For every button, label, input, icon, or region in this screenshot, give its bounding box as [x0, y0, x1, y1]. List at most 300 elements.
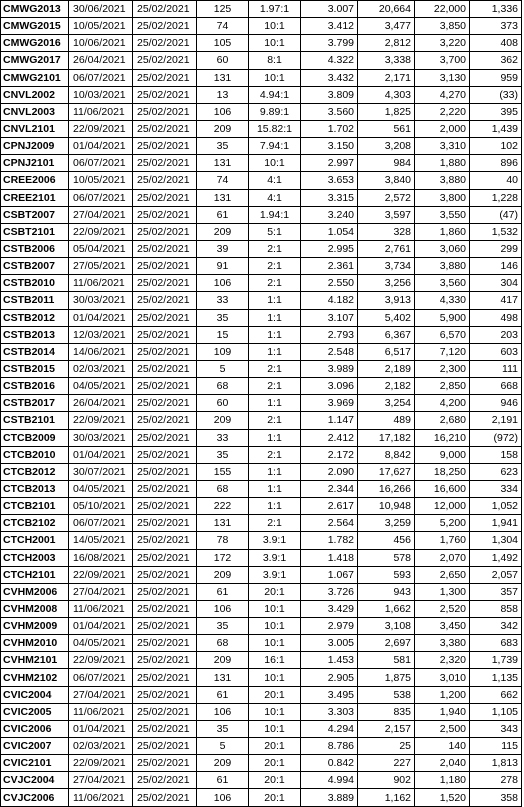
warrant-code-cell: CSBT2101	[1, 223, 69, 240]
difference-cell: 395	[470, 103, 522, 120]
days-remaining-cell: 222	[197, 498, 249, 515]
warrant-code-cell: CVHM2008	[1, 600, 69, 617]
maturity-date-cell: 06/07/2021	[69, 69, 133, 86]
days-remaining-cell: 60	[197, 395, 249, 412]
warrant-code-cell: CSTB2010	[1, 275, 69, 292]
price-date-cell: 25/02/2021	[133, 480, 197, 497]
maturity-date-cell: 16/08/2021	[69, 549, 133, 566]
warrant-code-cell: CPNJ2009	[1, 138, 69, 155]
price-date-cell: 25/02/2021	[133, 566, 197, 583]
days-remaining-cell: 109	[197, 343, 249, 360]
ratio-value-cell: 2.548	[301, 343, 358, 360]
price-date-cell: 25/02/2021	[133, 86, 197, 103]
value-b-cell: 3,310	[415, 138, 470, 155]
ratio-value-cell: 0.842	[301, 755, 358, 772]
days-remaining-cell: 106	[197, 103, 249, 120]
days-remaining-cell: 61	[197, 772, 249, 789]
table-row	[1, 515, 522, 532]
table-body	[1, 1, 522, 807]
value-a-cell: 3,840	[358, 172, 415, 189]
warrant-code-cell: CTCB2012	[1, 463, 69, 480]
ratio-value-cell: 2.617	[301, 498, 358, 515]
price-date-cell: 25/02/2021	[133, 309, 197, 326]
conversion-ratio-cell: 3.9:1	[249, 532, 301, 549]
conversion-ratio-cell: 2:1	[249, 275, 301, 292]
ratio-value-cell: 1.147	[301, 412, 358, 429]
price-date-cell: 25/02/2021	[133, 138, 197, 155]
ratio-value-cell: 1.418	[301, 549, 358, 566]
value-a-cell: 2,697	[358, 635, 415, 652]
conversion-ratio-cell: 15.82:1	[249, 120, 301, 137]
table-row	[1, 446, 522, 463]
ratio-value-cell: 2.905	[301, 669, 358, 686]
value-b-cell: 3,880	[415, 172, 470, 189]
days-remaining-cell: 125	[197, 1, 249, 18]
price-date-cell: 25/02/2021	[133, 103, 197, 120]
days-remaining-cell: 131	[197, 69, 249, 86]
value-a-cell: 6,367	[358, 326, 415, 343]
price-date-cell: 25/02/2021	[133, 412, 197, 429]
ratio-value-cell: 3.653	[301, 172, 358, 189]
maturity-date-cell: 22/09/2021	[69, 755, 133, 772]
table-row	[1, 480, 522, 497]
value-b-cell: 3,560	[415, 275, 470, 292]
value-b-cell: 4,200	[415, 395, 470, 412]
ratio-value-cell: 3.150	[301, 138, 358, 155]
price-date-cell: 25/02/2021	[133, 583, 197, 600]
warrant-code-cell: CMWG2101	[1, 69, 69, 86]
maturity-date-cell: 26/04/2021	[69, 52, 133, 69]
difference-cell: 2,057	[470, 566, 522, 583]
maturity-date-cell: 01/04/2021	[69, 309, 133, 326]
conversion-ratio-cell: 4:1	[249, 189, 301, 206]
price-date-cell: 25/02/2021	[133, 755, 197, 772]
difference-cell: 115	[470, 738, 522, 755]
value-a-cell: 20,664	[358, 1, 415, 18]
ratio-value-cell: 3.989	[301, 360, 358, 377]
value-b-cell: 3,700	[415, 52, 470, 69]
ratio-value-cell: 3.303	[301, 703, 358, 720]
warrant-code-cell: CVHM2006	[1, 583, 69, 600]
conversion-ratio-cell: 1.94:1	[249, 206, 301, 223]
days-remaining-cell: 35	[197, 138, 249, 155]
conversion-ratio-cell: 2:1	[249, 515, 301, 532]
warrant-code-cell: CTCB2010	[1, 446, 69, 463]
difference-cell: 1,228	[470, 189, 522, 206]
value-a-cell: 984	[358, 155, 415, 172]
conversion-ratio-cell: 1:1	[249, 326, 301, 343]
value-b-cell: 2,520	[415, 600, 470, 617]
price-date-cell: 25/02/2021	[133, 189, 197, 206]
price-date-cell: 25/02/2021	[133, 52, 197, 69]
table-row	[1, 412, 522, 429]
difference-cell: 603	[470, 343, 522, 360]
table-row	[1, 360, 522, 377]
value-a-cell: 4,303	[358, 86, 415, 103]
difference-cell: 1,941	[470, 515, 522, 532]
days-remaining-cell: 209	[197, 223, 249, 240]
ratio-value-cell: 4.182	[301, 292, 358, 309]
difference-cell: 342	[470, 618, 522, 635]
warrant-code-cell: CNVL2101	[1, 120, 69, 137]
difference-cell: 102	[470, 138, 522, 155]
days-remaining-cell: 61	[197, 583, 249, 600]
table-row	[1, 18, 522, 35]
days-remaining-cell: 209	[197, 566, 249, 583]
days-remaining-cell: 209	[197, 412, 249, 429]
price-date-cell: 25/02/2021	[133, 378, 197, 395]
value-b-cell: 9,000	[415, 446, 470, 463]
warrant-code-cell: CTCH2101	[1, 566, 69, 583]
ratio-value-cell: 2.793	[301, 326, 358, 343]
value-b-cell: 1,300	[415, 583, 470, 600]
value-a-cell: 489	[358, 412, 415, 429]
warrant-code-cell: CVHM2101	[1, 652, 69, 669]
ratio-value-cell: 2.344	[301, 480, 358, 497]
price-date-cell: 25/02/2021	[133, 429, 197, 446]
difference-cell: 959	[470, 69, 522, 86]
value-a-cell: 3,734	[358, 258, 415, 275]
maturity-date-cell: 22/09/2021	[69, 120, 133, 137]
difference-cell: (47)	[470, 206, 522, 223]
ratio-value-cell: 2.997	[301, 155, 358, 172]
ratio-value-cell: 3.809	[301, 86, 358, 103]
value-b-cell: 140	[415, 738, 470, 755]
warrant-code-cell: CREE2101	[1, 189, 69, 206]
maturity-date-cell: 02/03/2021	[69, 738, 133, 755]
value-a-cell: 1,162	[358, 789, 415, 806]
warrant-code-cell: CTCH2001	[1, 532, 69, 549]
value-b-cell: 3,220	[415, 35, 470, 52]
table-row	[1, 583, 522, 600]
maturity-date-cell: 10/05/2021	[69, 172, 133, 189]
conversion-ratio-cell: 2:1	[249, 360, 301, 377]
conversion-ratio-cell: 10:1	[249, 720, 301, 737]
value-b-cell: 1,940	[415, 703, 470, 720]
warrant-code-cell: CREE2006	[1, 172, 69, 189]
days-remaining-cell: 5	[197, 360, 249, 377]
price-date-cell: 25/02/2021	[133, 172, 197, 189]
conversion-ratio-cell: 20:1	[249, 686, 301, 703]
price-date-cell: 25/02/2021	[133, 258, 197, 275]
warrant-code-cell: CSTB2011	[1, 292, 69, 309]
value-b-cell: 2,300	[415, 360, 470, 377]
maturity-date-cell: 12/03/2021	[69, 326, 133, 343]
difference-cell: 1,439	[470, 120, 522, 137]
price-date-cell: 25/02/2021	[133, 69, 197, 86]
price-date-cell: 25/02/2021	[133, 789, 197, 806]
maturity-date-cell: 05/10/2021	[69, 498, 133, 515]
table-row	[1, 378, 522, 395]
ratio-value-cell: 4.994	[301, 772, 358, 789]
maturity-date-cell: 14/05/2021	[69, 532, 133, 549]
table-row	[1, 223, 522, 240]
table-row	[1, 206, 522, 223]
price-date-cell: 25/02/2021	[133, 635, 197, 652]
warrant-code-cell: CVHM2009	[1, 618, 69, 635]
maturity-date-cell: 02/03/2021	[69, 360, 133, 377]
warrant-code-cell: CNVL2003	[1, 103, 69, 120]
warrant-code-cell: CVIC2007	[1, 738, 69, 755]
table-row	[1, 772, 522, 789]
ratio-value-cell: 2.550	[301, 275, 358, 292]
difference-cell: 111	[470, 360, 522, 377]
value-a-cell: 538	[358, 686, 415, 703]
price-date-cell: 25/02/2021	[133, 515, 197, 532]
table-row	[1, 343, 522, 360]
maturity-date-cell: 11/06/2021	[69, 600, 133, 617]
value-b-cell: 3,850	[415, 18, 470, 35]
price-date-cell: 25/02/2021	[133, 498, 197, 515]
value-b-cell: 3,380	[415, 635, 470, 652]
ratio-value-cell: 3.005	[301, 635, 358, 652]
ratio-value-cell: 2.995	[301, 240, 358, 257]
warrant-code-cell: CVIC2005	[1, 703, 69, 720]
value-a-cell: 943	[358, 583, 415, 600]
days-remaining-cell: 155	[197, 463, 249, 480]
difference-cell: 362	[470, 52, 522, 69]
maturity-date-cell: 01/04/2021	[69, 618, 133, 635]
ratio-value-cell: 2.090	[301, 463, 358, 480]
days-remaining-cell: 106	[197, 275, 249, 292]
ratio-value-cell: 3.429	[301, 600, 358, 617]
days-remaining-cell: 33	[197, 429, 249, 446]
difference-cell: 896	[470, 155, 522, 172]
warrant-code-cell: CTCB2102	[1, 515, 69, 532]
table-row	[1, 600, 522, 617]
maturity-date-cell: 22/09/2021	[69, 566, 133, 583]
days-remaining-cell: 91	[197, 258, 249, 275]
warrant-code-cell: CMWG2013	[1, 1, 69, 18]
value-b-cell: 2,320	[415, 652, 470, 669]
price-date-cell: 25/02/2021	[133, 155, 197, 172]
conversion-ratio-cell: 2:1	[249, 412, 301, 429]
conversion-ratio-cell: 10:1	[249, 155, 301, 172]
days-remaining-cell: 60	[197, 52, 249, 69]
value-b-cell: 1,760	[415, 532, 470, 549]
days-remaining-cell: 106	[197, 789, 249, 806]
conversion-ratio-cell: 20:1	[249, 738, 301, 755]
table-row	[1, 463, 522, 480]
difference-cell: 343	[470, 720, 522, 737]
value-a-cell: 835	[358, 703, 415, 720]
value-a-cell: 10,948	[358, 498, 415, 515]
table-row	[1, 326, 522, 343]
conversion-ratio-cell: 3.9:1	[249, 566, 301, 583]
value-b-cell: 3,880	[415, 258, 470, 275]
maturity-date-cell: 11/06/2021	[69, 275, 133, 292]
conversion-ratio-cell: 10:1	[249, 669, 301, 686]
value-b-cell: 3,550	[415, 206, 470, 223]
maturity-date-cell: 01/04/2021	[69, 446, 133, 463]
value-b-cell: 3,800	[415, 189, 470, 206]
ratio-value-cell: 2.361	[301, 258, 358, 275]
days-remaining-cell: 39	[197, 240, 249, 257]
ratio-value-cell: 1.453	[301, 652, 358, 669]
table-row	[1, 532, 522, 549]
price-date-cell: 25/02/2021	[133, 292, 197, 309]
difference-cell: 408	[470, 35, 522, 52]
value-b-cell: 4,330	[415, 292, 470, 309]
table-row	[1, 755, 522, 772]
warrant-code-cell: CTCB2101	[1, 498, 69, 515]
days-remaining-cell: 68	[197, 480, 249, 497]
ratio-value-cell: 3.315	[301, 189, 358, 206]
price-date-cell: 25/02/2021	[133, 549, 197, 566]
days-remaining-cell: 15	[197, 326, 249, 343]
value-b-cell: 2,040	[415, 755, 470, 772]
conversion-ratio-cell: 1:1	[249, 480, 301, 497]
value-a-cell: 328	[358, 223, 415, 240]
difference-cell: 203	[470, 326, 522, 343]
days-remaining-cell: 131	[197, 669, 249, 686]
warrant-code-cell: CVIC2101	[1, 755, 69, 772]
price-date-cell: 25/02/2021	[133, 463, 197, 480]
warrant-code-cell: CSTB2017	[1, 395, 69, 412]
value-a-cell: 3,254	[358, 395, 415, 412]
days-remaining-cell: 209	[197, 120, 249, 137]
value-a-cell: 561	[358, 120, 415, 137]
value-b-cell: 4,270	[415, 86, 470, 103]
difference-cell: 1,739	[470, 652, 522, 669]
ratio-value-cell: 3.889	[301, 789, 358, 806]
maturity-date-cell: 01/04/2021	[69, 138, 133, 155]
table-row	[1, 155, 522, 172]
difference-cell: 146	[470, 258, 522, 275]
price-date-cell: 25/02/2021	[133, 618, 197, 635]
price-date-cell: 25/02/2021	[133, 738, 197, 755]
maturity-date-cell: 11/06/2021	[69, 789, 133, 806]
price-date-cell: 25/02/2021	[133, 35, 197, 52]
value-b-cell: 1,880	[415, 155, 470, 172]
maturity-date-cell: 06/07/2021	[69, 155, 133, 172]
price-date-cell: 25/02/2021	[133, 772, 197, 789]
maturity-date-cell: 06/07/2021	[69, 669, 133, 686]
value-b-cell: 5,900	[415, 309, 470, 326]
warrant-code-cell: CTCB2013	[1, 480, 69, 497]
conversion-ratio-cell: 5:1	[249, 223, 301, 240]
conversion-ratio-cell: 4.94:1	[249, 86, 301, 103]
warrant-code-cell: CSTB2007	[1, 258, 69, 275]
difference-cell: 1,336	[470, 1, 522, 18]
days-remaining-cell: 13	[197, 86, 249, 103]
table-row	[1, 549, 522, 566]
maturity-date-cell: 04/05/2021	[69, 480, 133, 497]
price-date-cell: 25/02/2021	[133, 703, 197, 720]
difference-cell: (972)	[470, 429, 522, 446]
days-remaining-cell: 106	[197, 703, 249, 720]
value-a-cell: 25	[358, 738, 415, 755]
value-a-cell: 3,256	[358, 275, 415, 292]
price-date-cell: 25/02/2021	[133, 206, 197, 223]
warrant-code-cell: CVIC2004	[1, 686, 69, 703]
conversion-ratio-cell: 10:1	[249, 18, 301, 35]
value-a-cell: 3,259	[358, 515, 415, 532]
days-remaining-cell: 209	[197, 755, 249, 772]
difference-cell: 158	[470, 446, 522, 463]
ratio-value-cell: 1.702	[301, 120, 358, 137]
price-date-cell: 25/02/2021	[133, 360, 197, 377]
maturity-date-cell: 22/09/2021	[69, 223, 133, 240]
maturity-date-cell: 26/04/2021	[69, 395, 133, 412]
price-date-cell: 25/02/2021	[133, 120, 197, 137]
ratio-value-cell: 3.969	[301, 395, 358, 412]
maturity-date-cell: 30/07/2021	[69, 463, 133, 480]
value-a-cell: 1,875	[358, 669, 415, 686]
difference-cell: 299	[470, 240, 522, 257]
difference-cell: 1,813	[470, 755, 522, 772]
conversion-ratio-cell: 10:1	[249, 600, 301, 617]
days-remaining-cell: 131	[197, 189, 249, 206]
warrant-code-cell: CMWG2015	[1, 18, 69, 35]
ratio-value-cell: 3.726	[301, 583, 358, 600]
maturity-date-cell: 10/05/2021	[69, 18, 133, 35]
difference-cell: 1,492	[470, 549, 522, 566]
value-a-cell: 2,189	[358, 360, 415, 377]
days-remaining-cell: 209	[197, 652, 249, 669]
difference-cell: 40	[470, 172, 522, 189]
value-a-cell: 17,182	[358, 429, 415, 446]
conversion-ratio-cell: 2:1	[249, 378, 301, 395]
ratio-value-cell: 3.007	[301, 1, 358, 18]
value-a-cell: 2,761	[358, 240, 415, 257]
price-date-cell: 25/02/2021	[133, 395, 197, 412]
maturity-date-cell: 10/06/2021	[69, 35, 133, 52]
conversion-ratio-cell: 4:1	[249, 172, 301, 189]
conversion-ratio-cell: 7.94:1	[249, 138, 301, 155]
ratio-value-cell: 2.412	[301, 429, 358, 446]
table-row	[1, 240, 522, 257]
maturity-date-cell: 30/03/2021	[69, 292, 133, 309]
difference-cell: 334	[470, 480, 522, 497]
conversion-ratio-cell: 20:1	[249, 755, 301, 772]
conversion-ratio-cell: 20:1	[249, 789, 301, 806]
conversion-ratio-cell: 1:1	[249, 343, 301, 360]
conversion-ratio-cell: 1:1	[249, 498, 301, 515]
maturity-date-cell: 05/04/2021	[69, 240, 133, 257]
difference-cell: 357	[470, 583, 522, 600]
warrant-code-cell: CTCB2009	[1, 429, 69, 446]
conversion-ratio-cell: 1:1	[249, 463, 301, 480]
value-b-cell: 2,650	[415, 566, 470, 583]
value-b-cell: 1,520	[415, 789, 470, 806]
warrant-code-cell: CVHM2010	[1, 635, 69, 652]
table-row	[1, 738, 522, 755]
conversion-ratio-cell: 10:1	[249, 703, 301, 720]
value-a-cell: 2,157	[358, 720, 415, 737]
value-b-cell: 1,860	[415, 223, 470, 240]
conversion-ratio-cell: 1:1	[249, 309, 301, 326]
conversion-ratio-cell: 1:1	[249, 292, 301, 309]
days-remaining-cell: 35	[197, 446, 249, 463]
price-date-cell: 25/02/2021	[133, 240, 197, 257]
value-b-cell: 6,570	[415, 326, 470, 343]
difference-cell: 683	[470, 635, 522, 652]
table-row	[1, 652, 522, 669]
price-date-cell: 25/02/2021	[133, 1, 197, 18]
table-row	[1, 120, 522, 137]
conversion-ratio-cell: 2:1	[249, 446, 301, 463]
ratio-value-cell: 3.560	[301, 103, 358, 120]
conversion-ratio-cell: 10:1	[249, 35, 301, 52]
table-row	[1, 429, 522, 446]
value-a-cell: 2,812	[358, 35, 415, 52]
conversion-ratio-cell: 1:1	[249, 395, 301, 412]
warrant-code-cell: CSTB2013	[1, 326, 69, 343]
table-row	[1, 69, 522, 86]
value-b-cell: 16,600	[415, 480, 470, 497]
ratio-value-cell: 3.799	[301, 35, 358, 52]
